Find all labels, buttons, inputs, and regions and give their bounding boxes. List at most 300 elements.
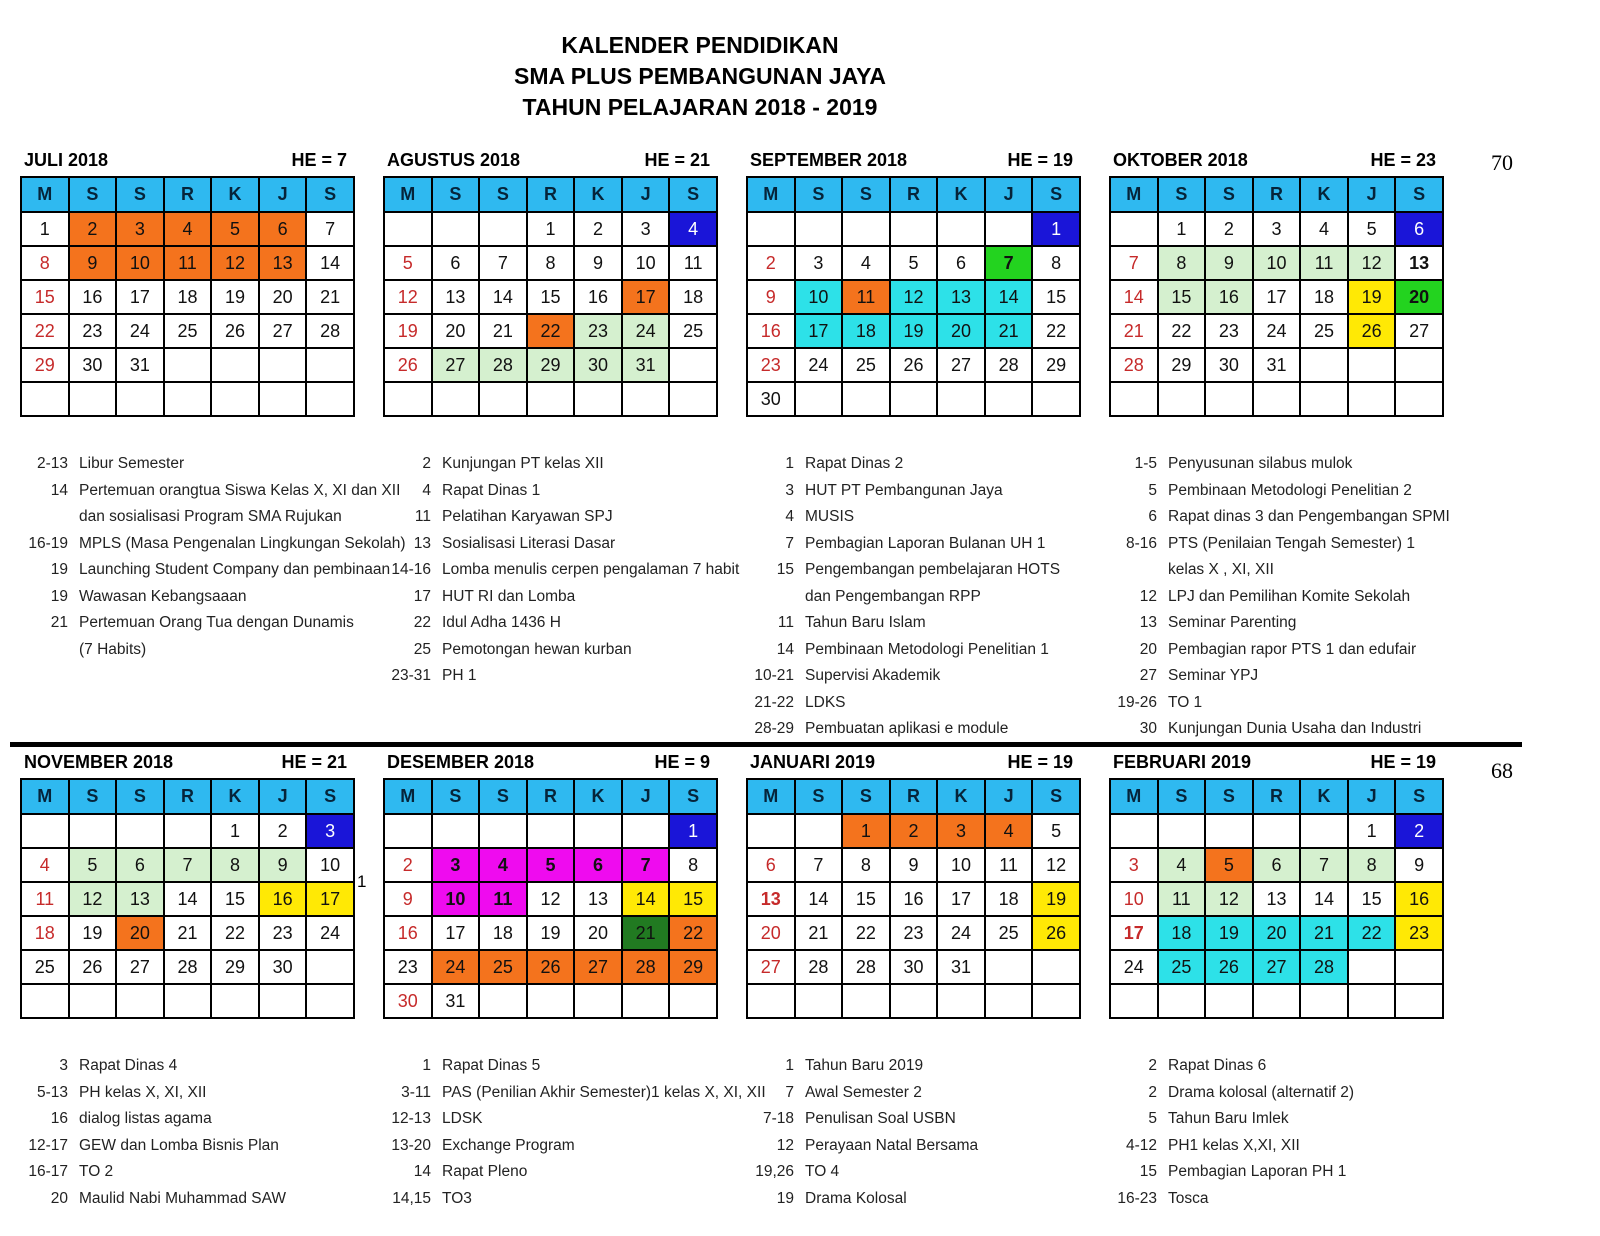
month-name: OKTOBER 2018 xyxy=(1113,150,1248,170)
day-cell: 1 xyxy=(211,814,259,848)
day-cell xyxy=(1158,984,1206,1018)
day-cell: 16 xyxy=(259,882,307,916)
week-row xyxy=(1110,848,1443,882)
event-row xyxy=(1109,584,1444,611)
event-dates xyxy=(20,637,79,664)
week-row xyxy=(747,950,1080,984)
event-label: Pelatihan Karyawan SPJ xyxy=(442,508,613,525)
day-cell xyxy=(384,212,432,246)
event-row xyxy=(1109,531,1444,558)
day-cell: 15 xyxy=(669,882,717,916)
day-cell xyxy=(747,212,795,246)
week-row xyxy=(747,984,1080,1018)
event-row xyxy=(746,1080,1081,1107)
month-oktober-2018 xyxy=(1109,150,1450,743)
event-row xyxy=(746,584,1081,611)
day-cell xyxy=(259,382,307,416)
week-row xyxy=(21,950,354,984)
month-header xyxy=(1109,150,1444,176)
day-cell xyxy=(669,348,717,382)
day-cell xyxy=(164,984,212,1018)
day-cell: 13 xyxy=(259,246,307,280)
day-cell: 20 xyxy=(1253,916,1301,950)
day-cell xyxy=(1300,382,1348,416)
day-cell: 20 xyxy=(747,916,795,950)
day-cell: 31 xyxy=(116,348,164,382)
week-row xyxy=(21,882,354,916)
event-row xyxy=(20,557,391,584)
day-cell: 30 xyxy=(1205,348,1253,382)
month-november-2018 xyxy=(20,752,355,1212)
event-label: Lomba menulis cerpen pengalaman 7 habit xyxy=(442,561,740,578)
day-cell: 8 xyxy=(1158,246,1206,280)
day-cell: 28 xyxy=(1300,950,1348,984)
day-cell: 9 xyxy=(574,246,622,280)
event-row xyxy=(746,557,1081,584)
day-cell: 14 xyxy=(795,882,843,916)
week-row xyxy=(747,814,1080,848)
events-list xyxy=(383,451,740,690)
day-header-row xyxy=(747,779,1080,814)
day-cell xyxy=(1253,382,1301,416)
day-cell: 26 xyxy=(1348,314,1396,348)
calendar-table xyxy=(1109,176,1444,417)
day-header-row xyxy=(747,177,1080,212)
day-cell: 3 xyxy=(937,814,985,848)
event-row xyxy=(383,504,718,531)
calendar-table xyxy=(383,176,718,417)
day-cell: 28 xyxy=(306,314,354,348)
day-cell xyxy=(1205,984,1253,1018)
event-dates: 13-20 xyxy=(391,1136,431,1154)
day-cell: 30 xyxy=(69,348,117,382)
day-cell: 25 xyxy=(669,314,717,348)
day-cell: 24 xyxy=(622,314,670,348)
day-cell: 4 xyxy=(842,246,890,280)
day-cell: 2 xyxy=(1205,212,1253,246)
event-label: Wawasan Kebangsaaan xyxy=(79,587,247,605)
event-row xyxy=(1109,1159,1444,1186)
day-cell: 3 xyxy=(432,848,480,882)
event-row xyxy=(1109,1080,1444,1107)
day-cell: 20 xyxy=(259,280,307,314)
event-label: GEW dan Lomba Bisnis Plan xyxy=(79,1136,279,1154)
day-cell xyxy=(21,984,69,1018)
events-list xyxy=(746,451,1081,743)
event-dates: 19 xyxy=(50,587,68,605)
day-header: R xyxy=(164,779,212,814)
day-cell xyxy=(1110,382,1158,416)
day-cell: 28 xyxy=(164,950,212,984)
day-cell: 7 xyxy=(306,212,354,246)
day-header: K xyxy=(937,177,985,212)
day-cell: 8 xyxy=(21,246,69,280)
day-cell: 9 xyxy=(890,848,938,882)
event-label: PH1 kelas X,XI, XII xyxy=(1168,1136,1300,1154)
event-dates: 19,26 xyxy=(755,1163,794,1180)
event-label: Pembinaan Metodologi Penelitian 1 xyxy=(805,640,1049,658)
day-cell: 3 xyxy=(116,212,164,246)
day-cell xyxy=(622,984,670,1018)
day-cell xyxy=(1348,382,1396,416)
day-header-row xyxy=(21,779,354,814)
day-cell xyxy=(669,984,717,1018)
day-cell: 9 xyxy=(384,882,432,916)
event-label: Supervisi Akademik xyxy=(805,667,941,684)
day-cell xyxy=(795,814,843,848)
event-row xyxy=(20,1053,355,1080)
day-cell xyxy=(1205,814,1253,848)
event-dates: 14,15 xyxy=(392,1189,431,1207)
day-cell: 20 xyxy=(116,916,164,950)
day-header: M xyxy=(21,177,69,212)
event-label: TO 1 xyxy=(1168,693,1203,711)
month-februari-2019 xyxy=(1109,752,1444,1212)
week-row xyxy=(1110,212,1443,246)
day-cell: 4 xyxy=(21,848,69,882)
month-desember-2018 xyxy=(383,752,766,1212)
day-cell: 1 xyxy=(1158,212,1206,246)
day-cell: 17 xyxy=(622,280,670,314)
event-label: PH kelas X, XI, XII xyxy=(79,1083,207,1101)
day-cell: 29 xyxy=(1158,348,1206,382)
month-header xyxy=(383,752,718,778)
event-label: dan sosialisasi Program SMA Rujukan xyxy=(79,508,342,525)
week-row xyxy=(747,382,1080,416)
event-label: Rapat Dinas 1 xyxy=(442,481,541,499)
day-cell xyxy=(747,814,795,848)
event-label: LDKS xyxy=(805,693,846,711)
day-cell: 29 xyxy=(211,950,259,984)
effective-days-label: HE = 7 xyxy=(291,150,347,170)
day-cell: 7 xyxy=(985,246,1033,280)
week-row xyxy=(1110,348,1443,382)
day-cell: 9 xyxy=(747,280,795,314)
day-cell: 4 xyxy=(1300,212,1348,246)
event-dates: 2 xyxy=(1148,1083,1157,1101)
week-row xyxy=(747,280,1080,314)
event-row xyxy=(746,690,1081,717)
day-header: S xyxy=(669,779,717,814)
day-cell: 7 xyxy=(1110,246,1158,280)
event-dates: 12-17 xyxy=(28,1136,68,1154)
event-label: Sosialisasi Literasi Dasar xyxy=(442,534,616,552)
event-label: Idul Adha 1436 H xyxy=(442,614,561,631)
day-cell: 18 xyxy=(842,314,890,348)
event-label: Pembuatan aplikasi e module xyxy=(805,720,1009,737)
day-cell: 9 xyxy=(1395,848,1443,882)
day-cell: 18 xyxy=(1300,280,1348,314)
day-cell: 10 xyxy=(116,246,164,280)
event-dates: 10-21 xyxy=(754,667,794,684)
day-cell xyxy=(1032,382,1080,416)
day-header: M xyxy=(384,779,432,814)
day-cell: 30 xyxy=(890,950,938,984)
day-cell: 11 xyxy=(479,882,527,916)
month-september-2018 xyxy=(746,150,1081,743)
event-label: Pembinaan Metodologi Penelitian 2 xyxy=(1168,481,1412,499)
day-cell: 6 xyxy=(259,212,307,246)
event-row xyxy=(746,1053,1081,1080)
event-label: MPLS (Masa Pengenalan Lingkungan Sekolah) xyxy=(79,534,406,552)
day-cell xyxy=(527,814,575,848)
day-cell: 29 xyxy=(669,950,717,984)
event-dates: 7 xyxy=(785,1083,794,1101)
day-header: K xyxy=(937,779,985,814)
event-dates xyxy=(746,584,805,611)
event-row xyxy=(746,478,1081,505)
day-header-row xyxy=(1110,779,1443,814)
day-header: K xyxy=(574,177,622,212)
day-header: S xyxy=(669,177,717,212)
event-dates: 4 xyxy=(785,508,794,525)
day-cell: 5 xyxy=(384,246,432,280)
day-header: J xyxy=(985,779,1033,814)
day-header-row xyxy=(384,177,717,212)
day-cell xyxy=(1032,950,1080,984)
day-cell: 21 xyxy=(1300,916,1348,950)
day-cell: 8 xyxy=(527,246,575,280)
event-label: Pertemuan orangtua Siswa Kelas X, XI dan XII xyxy=(79,481,401,499)
event-row xyxy=(746,610,1081,637)
day-header: S xyxy=(479,177,527,212)
day-cell: 13 xyxy=(747,882,795,916)
event-label: Launching Student Company dan pembinaan xyxy=(79,561,391,578)
day-cell xyxy=(259,984,307,1018)
day-cell xyxy=(1110,984,1158,1018)
day-cell: 13 xyxy=(1253,882,1301,916)
day-header: S xyxy=(1205,177,1253,212)
day-cell: 6 xyxy=(747,848,795,882)
day-header: J xyxy=(985,177,1033,212)
day-cell: 25 xyxy=(164,314,212,348)
day-cell: 23 xyxy=(574,314,622,348)
day-cell: 22 xyxy=(527,314,575,348)
day-cell: 26 xyxy=(1205,950,1253,984)
calendar-table xyxy=(746,176,1081,417)
week-row xyxy=(384,314,717,348)
day-header: S xyxy=(795,779,843,814)
day-cell xyxy=(842,984,890,1018)
day-cell: 28 xyxy=(985,348,1033,382)
day-header: J xyxy=(1348,177,1396,212)
day-cell xyxy=(479,382,527,416)
event-row xyxy=(383,584,718,611)
event-label: Drama kolosal (alternatif 2) xyxy=(1168,1083,1355,1101)
day-cell: 15 xyxy=(1348,882,1396,916)
day-cell: 31 xyxy=(432,984,480,1018)
day-header-row xyxy=(1110,177,1443,212)
week-row xyxy=(1110,280,1443,314)
day-cell: 27 xyxy=(259,314,307,348)
day-cell: 12 xyxy=(890,280,938,314)
day-cell xyxy=(1110,814,1158,848)
event-dates: 23-31 xyxy=(391,667,431,684)
day-header: K xyxy=(211,779,259,814)
week-row xyxy=(21,984,354,1018)
month-header xyxy=(383,150,718,176)
week-row xyxy=(384,882,717,916)
effective-days-label: HE = 19 xyxy=(1007,150,1073,170)
effective-days-label: HE = 21 xyxy=(644,150,710,170)
event-dates: 16-19 xyxy=(28,534,68,552)
day-cell: 30 xyxy=(384,984,432,1018)
day-cell xyxy=(1158,814,1206,848)
week-row xyxy=(1110,314,1443,348)
day-cell: 20 xyxy=(432,314,480,348)
title-line-2: SMA PLUS PEMBANGUNAN JAYA xyxy=(514,63,886,89)
event-dates: 14-16 xyxy=(391,561,431,578)
day-cell: 8 xyxy=(1348,848,1396,882)
day-cell: 11 xyxy=(985,848,1033,882)
day-header: S xyxy=(842,779,890,814)
event-row xyxy=(383,637,718,664)
event-dates xyxy=(20,504,79,531)
month-name: JULI 2018 xyxy=(24,150,109,170)
calendar-table xyxy=(1109,778,1444,1019)
day-cell: 7 xyxy=(164,848,212,882)
day-cell: 12 xyxy=(1205,882,1253,916)
event-row xyxy=(20,1080,355,1107)
week-row xyxy=(1110,246,1443,280)
day-cell: 25 xyxy=(1300,314,1348,348)
event-dates: 16-23 xyxy=(1117,1189,1157,1207)
day-header: R xyxy=(527,779,575,814)
event-dates: 4-12 xyxy=(1125,1136,1157,1154)
day-cell: 28 xyxy=(842,950,890,984)
day-cell xyxy=(164,348,212,382)
day-header: S xyxy=(1158,177,1206,212)
day-cell: 2 xyxy=(890,814,938,848)
day-cell: 2 xyxy=(1395,814,1443,848)
day-cell xyxy=(1032,984,1080,1018)
event-row xyxy=(1109,637,1444,664)
day-cell: 3 xyxy=(1253,212,1301,246)
event-row xyxy=(383,557,740,584)
event-dates: 2 xyxy=(1148,1057,1157,1074)
day-cell: 17 xyxy=(432,916,480,950)
event-row xyxy=(20,1133,355,1160)
week-row xyxy=(384,382,717,416)
event-label: Pertemuan Orang Tua dengan Dunamis xyxy=(79,614,354,631)
day-cell xyxy=(384,814,432,848)
event-label: kelas X , XI, XII xyxy=(1168,561,1274,578)
day-cell: 26 xyxy=(890,348,938,382)
day-cell: 20 xyxy=(574,916,622,950)
event-row xyxy=(20,451,355,478)
day-cell: 3 xyxy=(1110,848,1158,882)
day-cell: 24 xyxy=(1110,950,1158,984)
day-cell: 19 xyxy=(69,916,117,950)
month-header xyxy=(20,752,355,778)
day-cell: 24 xyxy=(937,916,985,950)
day-cell: 3 xyxy=(306,814,354,848)
event-dates: 28-29 xyxy=(754,720,794,737)
week-row xyxy=(1110,882,1443,916)
day-cell: 18 xyxy=(164,280,212,314)
day-header: J xyxy=(622,177,670,212)
day-cell: 22 xyxy=(1158,314,1206,348)
day-cell xyxy=(116,382,164,416)
day-cell xyxy=(622,814,670,848)
day-header: R xyxy=(1253,177,1301,212)
effective-days-label: HE = 19 xyxy=(1007,752,1073,772)
event-label: Perayaan Natal Bersama xyxy=(805,1136,979,1154)
day-cell: 1 xyxy=(669,814,717,848)
event-dates: 14 xyxy=(413,1163,431,1180)
day-cell: 1 xyxy=(527,212,575,246)
day-cell: 3 xyxy=(795,246,843,280)
day-cell: 19 xyxy=(890,314,938,348)
day-cell: 24 xyxy=(306,916,354,950)
event-label: LPJ dan Pemilihan Komite Sekolah xyxy=(1168,587,1411,605)
day-cell: 9 xyxy=(69,246,117,280)
day-cell: 19 xyxy=(1205,916,1253,950)
day-cell: 17 xyxy=(1253,280,1301,314)
week-row xyxy=(1110,814,1443,848)
week-row xyxy=(21,314,354,348)
day-cell: 2 xyxy=(259,814,307,848)
day-cell: 7 xyxy=(479,246,527,280)
day-cell: 19 xyxy=(1032,882,1080,916)
day-cell xyxy=(432,382,480,416)
day-header-row xyxy=(21,177,354,212)
day-cell: 7 xyxy=(1300,848,1348,882)
day-cell: 3 xyxy=(622,212,670,246)
week-row xyxy=(384,348,717,382)
event-dates: 14 xyxy=(50,481,68,499)
event-row xyxy=(746,1159,1081,1186)
day-cell xyxy=(1110,212,1158,246)
event-row xyxy=(20,1159,355,1186)
day-cell: 18 xyxy=(21,916,69,950)
event-row xyxy=(746,451,1081,478)
week-row xyxy=(21,814,354,848)
title-line-3: TAHUN PELAJARAN 2018 - 2019 xyxy=(522,94,878,120)
day-cell: 4 xyxy=(985,814,1033,848)
event-label: PH 1 xyxy=(442,667,477,684)
event-dates: 5 xyxy=(1148,481,1157,499)
day-cell xyxy=(985,382,1033,416)
week-row xyxy=(747,882,1080,916)
day-cell: 23 xyxy=(1395,916,1443,950)
event-row xyxy=(746,663,1081,690)
day-header: S xyxy=(1032,779,1080,814)
calendar-table xyxy=(746,778,1081,1019)
week-row xyxy=(21,280,354,314)
day-cell: 22 xyxy=(669,916,717,950)
event-label: Pembagian Laporan PH 1 xyxy=(1168,1163,1347,1180)
day-cell xyxy=(890,382,938,416)
event-dates: 1 xyxy=(785,1057,794,1074)
day-cell: 14 xyxy=(479,280,527,314)
day-cell: 11 xyxy=(669,246,717,280)
day-header: S xyxy=(116,779,164,814)
event-dates: 11 xyxy=(777,614,794,631)
week-row xyxy=(21,246,354,280)
event-dates: 22 xyxy=(413,614,431,631)
day-cell: 27 xyxy=(937,348,985,382)
day-cell xyxy=(1300,984,1348,1018)
event-row xyxy=(1109,557,1444,584)
event-label: Libur Semester xyxy=(79,455,185,472)
day-cell: 15 xyxy=(842,882,890,916)
day-header: K xyxy=(1300,177,1348,212)
day-cell: 5 xyxy=(69,848,117,882)
day-cell: 15 xyxy=(21,280,69,314)
event-label: Rapat Dinas 6 xyxy=(1168,1057,1267,1074)
month-name: FEBRUARI 2019 xyxy=(1113,752,1252,772)
